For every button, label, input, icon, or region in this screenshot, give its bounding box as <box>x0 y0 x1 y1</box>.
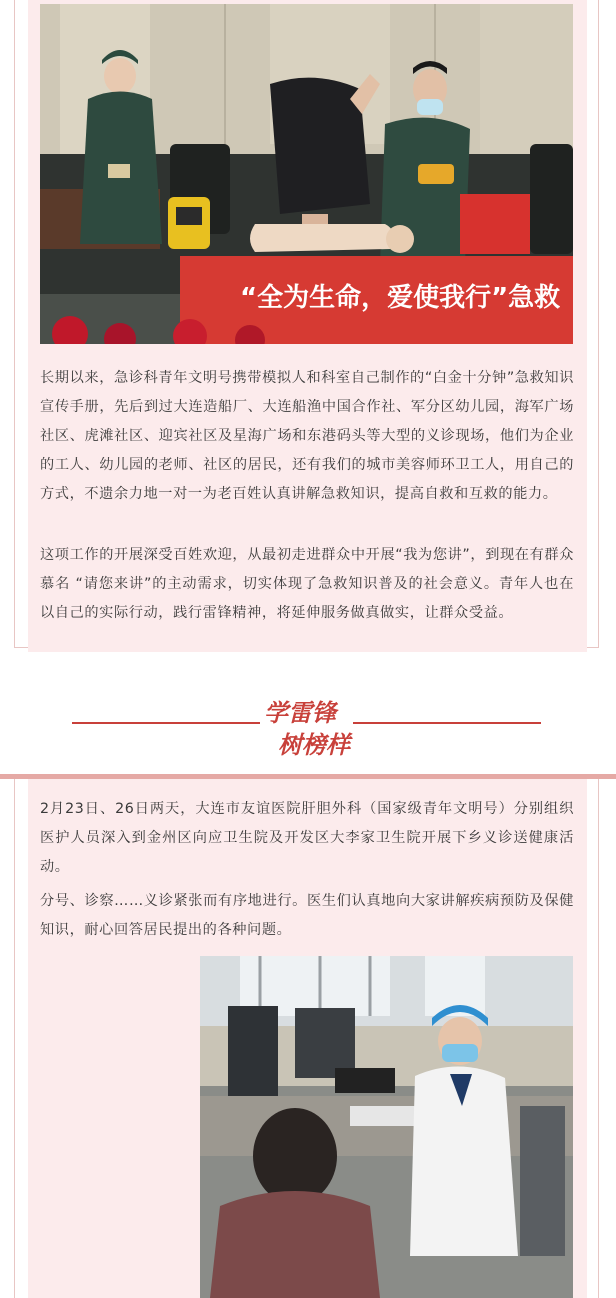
learn-from-leifeng-logo <box>258 693 354 759</box>
paragraph-outreach: 长期以来，急诊科青年文明号携带模拟人和科室自己制作的“白金十分钟”急救知识宣传手册，先后到过大连造船厂、大连船渔中国合作社、军分区幼儿园，海军广场社区、虎滩社区、迎宾社区及星海广场和东港码头等大型的义诊现场，他们为企业的工人、幼儿园的老师、社区的居民，还有我们的城市美容师环卫工人，用自己的方式，不遗余力地一对一为老百姓认真讲解急救知识，提高自救和互救的能力。 <box>40 370 574 502</box>
cpr-training-photo <box>40 4 573 344</box>
paragraph-clinic-process: 分号、诊察……义诊紧张而有序地进行。医生们认真地向大家讲解疾病预防及保健知识，耐心回答居民提出的各种问题。 <box>40 893 574 938</box>
divider-line-left <box>72 722 260 724</box>
paragraph-impact: 这项工作的开展深受百姓欢迎，从最初走进群众中开展“我为您讲”，到现在有群众慕名 “请您来讲”的主动需求，切实体现了急救知识普及的社会意义。青年人也在以自己的实际行动，践行雷锋精神，将延伸服务做真做实，让群众受益。 <box>40 547 574 621</box>
logo-line-2: 树榜样 <box>278 730 350 759</box>
divider-line-right <box>353 722 541 724</box>
logo-line-1: 学雷锋 <box>264 698 336 727</box>
banner-text: “全为生命，爱使我行”急救 <box>240 283 561 313</box>
paragraph-clinic-event: 2月23日、26日两天，大连市友谊医院肝胆外科（国家级青年文明号）分别组织医护人员深入到金州区向应卫生院及开发区大李家卫生院开展下乡义诊送健康活动。 <box>40 801 574 875</box>
clinic-consultation-photo <box>200 956 573 1298</box>
